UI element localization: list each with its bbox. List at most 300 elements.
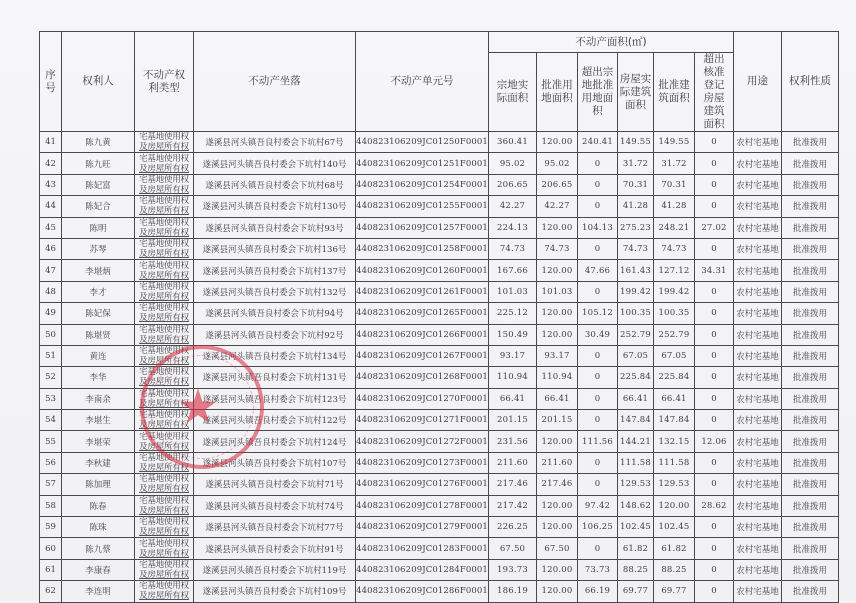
cell-land-excess: 0 (578, 281, 618, 302)
cell-land-actual: 201.15 (489, 410, 537, 431)
cell-owner: 李连明 (62, 581, 135, 602)
cell-land-approved: 120.00 (537, 260, 578, 281)
cell-right-type (135, 345, 194, 366)
cell-location: 遂溪县河头镇吾良村委会下坑村131号 (194, 367, 356, 388)
cell-nature: 批准拨用 (782, 324, 839, 345)
right-type-line-2: 及房屋所有权 (139, 142, 189, 153)
cell-owner: 陈九黄 (62, 132, 135, 153)
cell-land-excess: 0 (578, 345, 618, 366)
cell-land-excess: 106.25 (578, 517, 618, 538)
cell-land-excess: 66.19 (578, 581, 618, 602)
cell-right-type (135, 581, 194, 602)
cell-right-type (135, 517, 194, 538)
cell-right-type (135, 388, 194, 409)
right-type-line-1: 宅基地使用权 (139, 174, 189, 185)
cell-right-type (135, 153, 194, 174)
cell-owner: 陈妃富 (62, 174, 135, 195)
cell-seq: 45 (40, 217, 62, 238)
cell-land-approved: 95.02 (537, 153, 578, 174)
cell-right-type (135, 324, 194, 345)
cell-bldg-approved: 67.05 (654, 345, 695, 366)
cell-nature: 批准拨用 (782, 388, 839, 409)
cell-land-approved: 120.00 (537, 303, 578, 324)
cell-unit-no: 440823106209JC01251F0001 (356, 153, 489, 174)
right-type-line-2: 及房屋所有权 (139, 591, 189, 602)
cell-use: 农村宅基地 (734, 153, 782, 174)
table-row (40, 238, 839, 259)
cell-nature: 批准拨用 (782, 452, 839, 473)
cell-right-type (135, 452, 194, 473)
cell-nature: 批准拨用 (782, 559, 839, 580)
cell-bldg-approved: 69.77 (654, 581, 695, 602)
cell-location: 遂溪县河头镇吾良村委会下坑村74号 (194, 495, 356, 516)
cell-bldg-actual: 199.42 (618, 281, 654, 302)
cell-unit-no: 440823106209JC01283F0001 (356, 538, 489, 559)
cell-bldg-approved: 31.72 (654, 153, 695, 174)
cell-land-actual: 66.41 (489, 388, 537, 409)
cell-land-approved: 120.00 (537, 517, 578, 538)
cell-owner: 陈明 (62, 217, 135, 238)
cell-use: 农村宅基地 (734, 452, 782, 473)
cell-seq: 56 (40, 452, 62, 473)
cell-seq: 53 (40, 388, 62, 409)
cell-land-excess: 0 (578, 388, 618, 409)
right-type-line-2: 及房屋所有权 (139, 377, 189, 388)
cell-bldg-approved: 74.73 (654, 238, 695, 259)
right-type-line-1: 宅基地使用权 (139, 410, 189, 421)
cell-nature: 批准拨用 (782, 260, 839, 281)
cell-owner: 黄连 (62, 345, 135, 366)
cell-bldg-approved: 88.25 (654, 559, 695, 580)
cell-location: 遂溪县河头镇吾良村委会下坑村132号 (194, 281, 356, 302)
cell-use: 农村宅基地 (734, 538, 782, 559)
cell-land-excess: 47.66 (578, 260, 618, 281)
cell-use: 农村宅基地 (734, 410, 782, 431)
table-row (40, 367, 839, 388)
cell-bldg-actual: 100.35 (618, 303, 654, 324)
cell-owner: 苏琴 (62, 238, 135, 259)
header-location: 不动产坐落 (194, 32, 356, 132)
cell-location: 遂溪县河头镇吾良村委会下坑村92号 (194, 324, 356, 345)
cell-land-excess: 0 (578, 538, 618, 559)
cell-bldg-approved: 248.21 (654, 217, 695, 238)
table-row (40, 153, 839, 174)
cell-location: 遂溪县河头镇吾良村委会下坑村140号 (194, 153, 356, 174)
cell-use: 农村宅基地 (734, 217, 782, 238)
cell-right-type (135, 196, 194, 217)
header-bldg-actual: 房屋实际建筑面积 (618, 53, 654, 132)
cell-nature: 批准拨用 (782, 495, 839, 516)
cell-unit-no: 440823106209JC01271F0001 (356, 410, 489, 431)
right-type-line-1: 宅基地使用权 (139, 260, 189, 271)
cell-bldg-approved: 129.53 (654, 474, 695, 495)
cell-land-actual: 93.17 (489, 345, 537, 366)
cell-unit-no: 440823106209JC01268F0001 (356, 367, 489, 388)
cell-location: 遂溪县河头镇吾良村委会下坑村122号 (194, 410, 356, 431)
table-row (40, 538, 839, 559)
cell-use: 农村宅基地 (734, 324, 782, 345)
cell-bldg-excess: 0 (695, 174, 734, 195)
cell-owner: 李华 (62, 367, 135, 388)
cell-right-type (135, 431, 194, 452)
cell-land-excess: 73.73 (578, 559, 618, 580)
table-row (40, 345, 839, 366)
table-row (40, 517, 839, 538)
cell-nature: 批准拨用 (782, 581, 839, 602)
cell-land-actual: 95.02 (489, 153, 537, 174)
cell-bldg-excess: 0 (695, 303, 734, 324)
cell-owner: 陈妃合 (62, 196, 135, 217)
cell-bldg-actual: 275.23 (618, 217, 654, 238)
cell-land-actual: 217.42 (489, 495, 537, 516)
cell-land-approved: 42.27 (537, 196, 578, 217)
cell-seq: 58 (40, 495, 62, 516)
cell-seq: 55 (40, 431, 62, 452)
cell-nature: 批准拨用 (782, 474, 839, 495)
cell-land-excess: 240.41 (578, 132, 618, 153)
cell-use: 农村宅基地 (734, 132, 782, 153)
cell-land-approved: 201.15 (537, 410, 578, 431)
right-type-line-2: 及房屋所有权 (139, 463, 189, 474)
cell-bldg-approved: 225.84 (654, 367, 695, 388)
cell-unit-no: 440823106209JC01273F0001 (356, 452, 489, 473)
right-type-line-1: 宅基地使用权 (139, 153, 189, 164)
right-type-line-2: 及房屋所有权 (139, 184, 189, 195)
cell-nature: 批准拨用 (782, 217, 839, 238)
cell-land-actual: 101.03 (489, 281, 537, 302)
cell-nature: 批准拨用 (782, 153, 839, 174)
right-type-line-2: 及房屋所有权 (139, 334, 189, 345)
cell-use: 农村宅基地 (734, 388, 782, 409)
cell-seq: 46 (40, 238, 62, 259)
cell-unit-no: 440823106209JC01270F0001 (356, 388, 489, 409)
right-type-line-1: 宅基地使用权 (139, 367, 189, 378)
cell-land-approved: 74.73 (537, 238, 578, 259)
cell-seq: 49 (40, 303, 62, 324)
cell-owner: 陈加理 (62, 474, 135, 495)
cell-land-approved: 93.17 (537, 345, 578, 366)
cell-land-approved: 66.41 (537, 388, 578, 409)
table-row (40, 217, 839, 238)
cell-unit-no: 440823106209JC01250F0001 (356, 132, 489, 153)
table-row (40, 174, 839, 195)
cell-owner: 李堪炳 (62, 260, 135, 281)
cell-right-type (135, 559, 194, 580)
table-row (40, 581, 839, 602)
cell-land-excess: 0 (578, 196, 618, 217)
cell-unit-no: 440823106209JC01286F0001 (356, 581, 489, 602)
header-land-excess: 超出宗地批准用地面积 (578, 53, 618, 132)
table-row (40, 559, 839, 580)
cell-seq: 54 (40, 410, 62, 431)
header-land-approved: 批准用地面积 (537, 53, 578, 132)
cell-bldg-excess: 0 (695, 452, 734, 473)
cell-land-approved: 120.00 (537, 581, 578, 602)
cell-use: 农村宅基地 (734, 174, 782, 195)
cell-land-approved: 120.00 (537, 324, 578, 345)
cell-location: 遂溪县河头镇吾良村委会下坑村137号 (194, 260, 356, 281)
cell-unit-no: 440823106209JC01266F0001 (356, 324, 489, 345)
cell-bldg-actual: 129.53 (618, 474, 654, 495)
table-body (40, 132, 839, 603)
cell-land-excess: 104.13 (578, 217, 618, 238)
table-row (40, 495, 839, 516)
cell-seq: 60 (40, 538, 62, 559)
cell-bldg-excess: 0 (695, 581, 734, 602)
cell-bldg-excess: 0 (695, 238, 734, 259)
cell-bldg-excess: 34.31 (695, 260, 734, 281)
cell-location: 遂溪县河头镇吾良村委会下坑村107号 (194, 452, 356, 473)
cell-bldg-excess: 0 (695, 538, 734, 559)
cell-land-excess: 0 (578, 174, 618, 195)
cell-bldg-approved: 100.35 (654, 303, 695, 324)
right-type-line-1: 宅基地使用权 (139, 346, 189, 357)
cell-right-type (135, 495, 194, 516)
cell-land-actual: 206.65 (489, 174, 537, 195)
cell-use: 农村宅基地 (734, 196, 782, 217)
cell-owner: 李秋建 (62, 452, 135, 473)
table-row (40, 196, 839, 217)
cell-nature: 批准拨用 (782, 367, 839, 388)
cell-nature: 批准拨用 (782, 431, 839, 452)
cell-nature: 批准拨用 (782, 132, 839, 153)
cell-land-approved: 120.00 (537, 559, 578, 580)
cell-bldg-actual: 252.79 (618, 324, 654, 345)
cell-land-actual: 211.60 (489, 452, 537, 473)
cell-land-approved: 120.00 (537, 495, 578, 516)
cell-use: 农村宅基地 (734, 260, 782, 281)
cell-bldg-actual: 41.28 (618, 196, 654, 217)
header-use: 用途 (734, 32, 782, 132)
right-type-line-2: 及房屋所有权 (139, 163, 189, 174)
cell-land-approved: 206.65 (537, 174, 578, 195)
cell-bldg-excess: 0 (695, 196, 734, 217)
right-type-line-1: 宅基地使用权 (139, 431, 189, 442)
cell-unit-no: 440823106209JC01267F0001 (356, 345, 489, 366)
cell-bldg-approved: 147.84 (654, 410, 695, 431)
cell-owner: 陈珠 (62, 517, 135, 538)
header-bldg-excess: 超出核准登记房屋建筑面积 (695, 53, 734, 132)
cell-owner: 李康春 (62, 559, 135, 580)
cell-land-approved: 110.94 (537, 367, 578, 388)
cell-bldg-approved: 132.15 (654, 431, 695, 452)
cell-unit-no: 440823106209JC01260F0001 (356, 260, 489, 281)
cell-land-excess: 0 (578, 410, 618, 431)
table-row (40, 260, 839, 281)
cell-owner: 陈堪贤 (62, 324, 135, 345)
cell-land-approved: 217.46 (537, 474, 578, 495)
right-type-line-2: 及房屋所有权 (139, 291, 189, 302)
cell-location: 遂溪县河头镇吾良村委会下坑村123号 (194, 388, 356, 409)
right-type-line-1: 宅基地使用权 (139, 453, 189, 464)
cell-right-type (135, 174, 194, 195)
cell-use: 农村宅基地 (734, 581, 782, 602)
cell-owner: 陈妃保 (62, 303, 135, 324)
cell-location: 遂溪县河头镇吾良村委会下坑村71号 (194, 474, 356, 495)
cell-land-actual: 110.94 (489, 367, 537, 388)
cell-use: 农村宅基地 (734, 345, 782, 366)
cell-bldg-approved: 127.12 (654, 260, 695, 281)
right-type-line-2: 及房屋所有权 (139, 398, 189, 409)
header-bldg-approved: 批准建筑面积 (654, 53, 695, 132)
cell-location: 遂溪县河头镇吾良村委会下坑村130号 (194, 196, 356, 217)
right-type-line-2: 及房屋所有权 (139, 505, 189, 516)
cell-location: 遂溪县河头镇吾良村委会下坑村93号 (194, 217, 356, 238)
cell-land-excess: 0 (578, 474, 618, 495)
cell-bldg-approved: 61.82 (654, 538, 695, 559)
cell-nature: 批准拨用 (782, 517, 839, 538)
cell-bldg-approved: 120.00 (654, 495, 695, 516)
cell-land-excess: 97.42 (578, 495, 618, 516)
right-type-line-2: 及房屋所有权 (139, 270, 189, 281)
cell-bldg-actual: 102.45 (618, 517, 654, 538)
table-row (40, 474, 839, 495)
cell-right-type (135, 303, 194, 324)
right-type-line-1: 宅基地使用权 (139, 474, 189, 485)
cell-nature: 批准拨用 (782, 303, 839, 324)
cell-land-excess: 0 (578, 238, 618, 259)
cell-location: 遂溪县河头镇吾良村委会下坑村68号 (194, 174, 356, 195)
cell-bldg-actual: 70.31 (618, 174, 654, 195)
cell-right-type (135, 260, 194, 281)
cell-land-approved: 101.03 (537, 281, 578, 302)
cell-right-type (135, 132, 194, 153)
cell-owner: 陈九旺 (62, 153, 135, 174)
cell-unit-no: 440823106209JC01276F0001 (356, 474, 489, 495)
header-owner: 权利人 (62, 32, 135, 132)
cell-land-actual: 167.66 (489, 260, 537, 281)
cell-bldg-excess: 27.02 (695, 217, 734, 238)
header-right-type: 不动产权利类型 (135, 32, 194, 132)
cell-bldg-excess: 12.06 (695, 431, 734, 452)
cell-right-type (135, 217, 194, 238)
cell-owner: 李南余 (62, 388, 135, 409)
cell-land-actual: 226.25 (489, 517, 537, 538)
table-row (40, 132, 839, 153)
right-type-line-2: 及房屋所有权 (139, 227, 189, 238)
cell-location: 遂溪县河头镇吾良村委会下坑村77号 (194, 517, 356, 538)
table-row (40, 410, 839, 431)
cell-use: 农村宅基地 (734, 281, 782, 302)
cell-unit-no: 440823106209JC01257F0001 (356, 217, 489, 238)
right-type-line-2: 及房屋所有权 (139, 570, 189, 580)
cell-land-excess: 0 (578, 367, 618, 388)
cell-use: 农村宅基地 (734, 517, 782, 538)
cell-use: 农村宅基地 (734, 474, 782, 495)
cell-bldg-excess: 0 (695, 324, 734, 345)
cell-bldg-approved: 66.41 (654, 388, 695, 409)
cell-unit-no: 440823106209JC01279F0001 (356, 517, 489, 538)
cell-land-actual: 225.12 (489, 303, 537, 324)
cell-bldg-actual: 31.72 (618, 153, 654, 174)
cell-land-excess: 105.12 (578, 303, 618, 324)
cell-seq: 52 (40, 367, 62, 388)
cell-right-type (135, 281, 194, 302)
cell-location: 遂溪县河头镇吾良村委会下坑村109号 (194, 581, 356, 602)
right-type-line-1: 宅基地使用权 (139, 132, 189, 143)
cell-seq: 62 (40, 581, 62, 602)
cell-bldg-actual: 149.55 (618, 132, 654, 153)
cell-land-approved: 120.00 (537, 431, 578, 452)
cell-seq: 42 (40, 153, 62, 174)
right-type-line-1: 宅基地使用权 (139, 217, 189, 228)
cell-land-actual: 150.49 (489, 324, 537, 345)
cell-land-approved: 67.50 (537, 538, 578, 559)
cell-land-actual: 67.50 (489, 538, 537, 559)
cell-bldg-excess: 28.62 (695, 495, 734, 516)
cell-location: 遂溪县河头镇吾良村委会下坑村136号 (194, 238, 356, 259)
cell-use: 农村宅基地 (734, 367, 782, 388)
cell-land-approved: 211.60 (537, 452, 578, 473)
cell-unit-no: 440823106209JC01265F0001 (356, 303, 489, 324)
cell-bldg-approved: 70.31 (654, 174, 695, 195)
cell-owner: 李才 (62, 281, 135, 302)
header-land-actual: 宗地实际面积 (489, 53, 537, 132)
cell-land-excess: 111.56 (578, 431, 618, 452)
cell-seq: 47 (40, 260, 62, 281)
cell-location: 遂溪县河头镇吾良村委会下坑村124号 (194, 431, 356, 452)
right-type-line-1: 宅基地使用权 (139, 388, 189, 399)
right-type-line-1: 宅基地使用权 (139, 581, 189, 592)
cell-unit-no: 440823106209JC01258F0001 (356, 238, 489, 259)
right-type-line-2: 及房屋所有权 (139, 313, 189, 324)
cell-nature: 批准拨用 (782, 196, 839, 217)
cell-right-type (135, 367, 194, 388)
right-type-line-1: 宅基地使用权 (139, 281, 189, 292)
cell-bldg-approved: 111.58 (654, 452, 695, 473)
cell-nature: 批准拨用 (782, 174, 839, 195)
right-type-line-2: 及房屋所有权 (139, 527, 189, 538)
cell-bldg-actual: 148.62 (618, 495, 654, 516)
cell-bldg-excess: 0 (695, 410, 734, 431)
cell-seq: 57 (40, 474, 62, 495)
cell-use: 农村宅基地 (734, 431, 782, 452)
cell-location: 遂溪县河头镇吾良村委会下坑村134号 (194, 345, 356, 366)
right-type-line-2: 及房屋所有权 (139, 548, 189, 559)
cell-owner: 李堪生 (62, 410, 135, 431)
cell-bldg-approved: 102.45 (654, 517, 695, 538)
cell-unit-no: 440823106209JC01255F0001 (356, 196, 489, 217)
star-icon: ★ (176, 379, 220, 435)
cell-bldg-excess: 0 (695, 367, 734, 388)
table-row (40, 431, 839, 452)
cell-seq: 43 (40, 174, 62, 195)
cell-owner: 陈春 (62, 495, 135, 516)
cell-seq: 50 (40, 324, 62, 345)
cell-right-type (135, 410, 194, 431)
cell-nature: 批准拨用 (782, 281, 839, 302)
cell-land-actual: 231.56 (489, 431, 537, 452)
cell-bldg-excess: 0 (695, 132, 734, 153)
cell-bldg-approved: 252.79 (654, 324, 695, 345)
cell-bldg-actual: 88.25 (618, 559, 654, 580)
cell-bldg-actual: 74.73 (618, 238, 654, 259)
right-type-line-1: 宅基地使用权 (139, 324, 189, 335)
cell-bldg-actual: 111.58 (618, 452, 654, 473)
table-header (40, 32, 839, 132)
cell-location: 遂溪县河头镇吾良村委会下坑村91号 (194, 538, 356, 559)
cell-right-type (135, 538, 194, 559)
cell-bldg-actual: 69.77 (618, 581, 654, 602)
cell-land-actual: 193.73 (489, 559, 537, 580)
right-type-line-1: 宅基地使用权 (139, 495, 189, 506)
cell-bldg-excess: 0 (695, 153, 734, 174)
cell-bldg-actual: 61.82 (618, 538, 654, 559)
cell-right-type (135, 238, 194, 259)
cell-unit-no: 440823106209JC01284F0001 (356, 559, 489, 580)
cell-land-actual: 224.13 (489, 217, 537, 238)
cell-use: 农村宅基地 (734, 238, 782, 259)
